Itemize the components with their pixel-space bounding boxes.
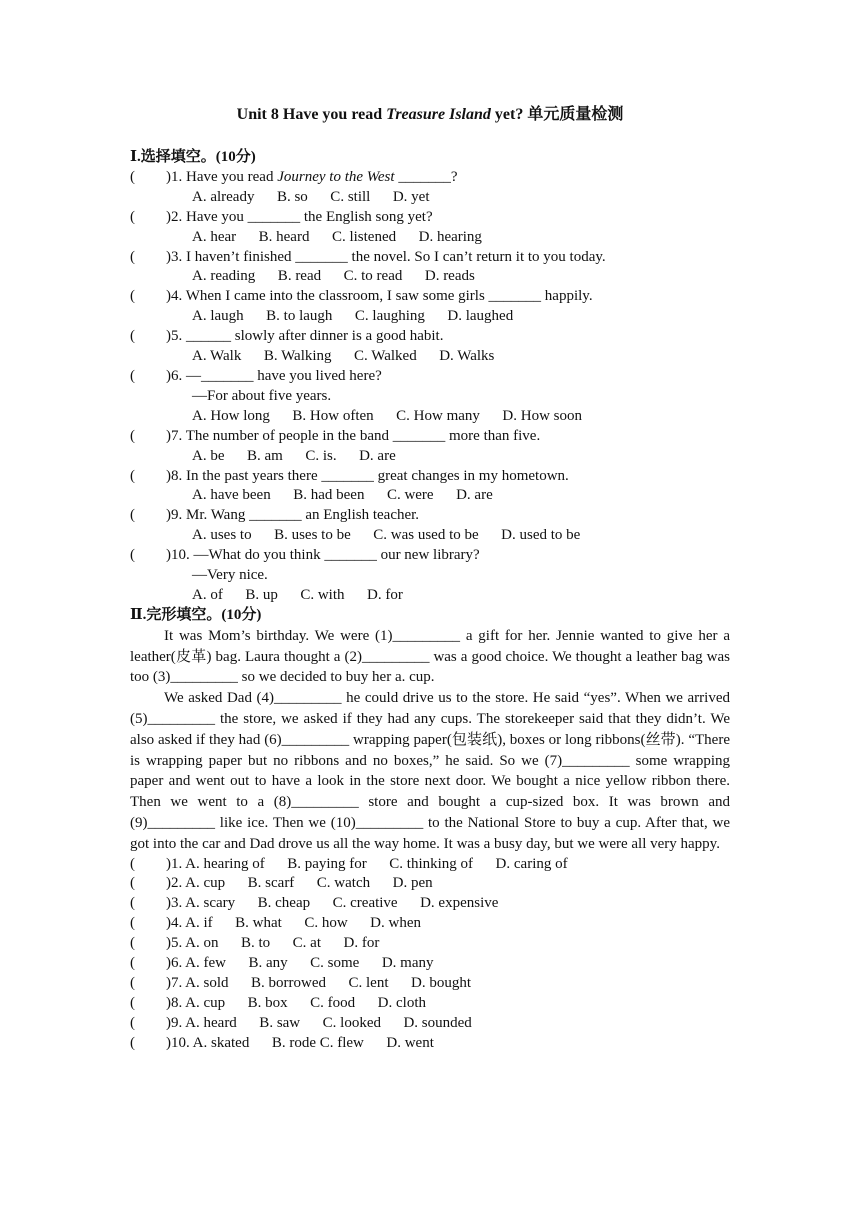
answer-bracket: (: [130, 1034, 135, 1051]
cloze-option-line: [130, 855, 730, 875]
question-line: [130, 287, 730, 307]
question-line: [130, 546, 730, 566]
answer-bracket: (: [130, 367, 135, 384]
question-text: )7. The number of people in the band _______ more than five.: [166, 427, 541, 444]
answer-bracket: (: [130, 168, 135, 185]
title-prefix: Unit 8 Have you read: [236, 106, 387, 123]
question-text: )6. —_______ have you lived here?: [166, 367, 382, 384]
section2-heading: Ⅱ.完形填空。(10分): [130, 606, 262, 623]
answer-bracket: (: [130, 935, 135, 952]
question-text: )9. Mr. Wang _______ an English teacher.: [166, 507, 420, 524]
answer-bracket: (: [130, 507, 135, 524]
cloze-options: )10. A. skated B. rode C. flew D. went: [166, 1034, 434, 1051]
section2-answers: [130, 855, 730, 1054]
question-options: A. be B. am C. is. D. are: [192, 447, 396, 464]
cloze-option-line: [130, 894, 730, 914]
question-options: A. How long B. How often C. How many D. How soon: [192, 407, 582, 424]
answer-bracket: (: [130, 875, 135, 892]
question-options: A. hear B. heard C. listened D. hearing: [192, 228, 482, 245]
title-book: Treasure Island: [386, 106, 491, 123]
question-line: [130, 427, 730, 447]
question-options: A. reading B. read C. to read D. reads: [192, 268, 475, 285]
answer-bracket: (: [130, 427, 135, 444]
cloze-options: )7. A. sold B. borrowed C. lent D. bought: [166, 974, 471, 991]
answer-bracket: (: [130, 547, 135, 564]
cloze-options: )1. A. hearing of B. paying for C. thinking of D. caring of: [166, 855, 568, 872]
question-line: [130, 208, 730, 228]
cloze-options: )9. A. heard B. saw C. looked D. sounded: [166, 1014, 472, 1031]
question-line: [130, 248, 730, 268]
question-options: A. have been B. had been C. were D. are: [192, 487, 493, 504]
question-reply: —Very nice.: [192, 567, 268, 584]
question-text: )4. When I came into the classroom, I saw some girls _______ happily.: [166, 288, 593, 305]
answer-bracket: (: [130, 248, 135, 265]
question-rest: _______?: [394, 168, 458, 185]
question-text: )3. I haven’t finished _______ the novel. So I can’t return it to you today.: [166, 248, 606, 265]
cloze-option-line: [130, 974, 730, 994]
question-reply: —For about five years.: [192, 387, 332, 404]
answer-bracket: (: [130, 288, 135, 305]
answer-bracket: (: [130, 208, 135, 225]
answer-bracket: (: [130, 974, 135, 991]
answer-bracket: (: [130, 955, 135, 972]
cloze-options: )4. A. if B. what C. how D. when: [166, 915, 421, 932]
answer-bracket: (: [130, 467, 135, 484]
cloze-option-line: [130, 994, 730, 1014]
section1-questions: [130, 168, 730, 606]
question-options: A. Walk B. Walking C. Walked D. Walks: [192, 348, 495, 365]
answer-bracket: (: [130, 994, 135, 1011]
question-options: A. laugh B. to laugh C. laughing D. laughed: [192, 308, 514, 325]
question-options: A. of B. up C. with D. for: [192, 586, 403, 603]
exam-content: [130, 148, 730, 1054]
question-text: )10. —What do you think _______ our new library?: [166, 547, 480, 564]
question-options: A. already B. so C. still D. yet: [192, 188, 430, 205]
answer-bracket: (: [130, 328, 135, 345]
cloze-option-line: [130, 874, 730, 894]
cloze-option-line: [130, 914, 730, 934]
question-italic: Journey to the West: [277, 168, 395, 185]
question-text: )2. Have you _______ the English song yet?: [166, 208, 433, 225]
title-suffix: yet? 单元质量检测: [490, 106, 624, 123]
answer-bracket: (: [130, 1014, 135, 1031]
cloze-option-line: [130, 934, 730, 954]
cloze-option-line: [130, 954, 730, 974]
question-text: )1. Have you read: [166, 168, 278, 185]
cloze-option-line: [130, 1014, 730, 1034]
section1-heading: Ⅰ.选择填空。(10分): [130, 149, 256, 165]
cloze-options: )3. A. scary B. cheap C. creative D. expensive: [166, 895, 499, 912]
cloze-options: )6. A. few B. any C. some D. many: [166, 955, 434, 972]
question-line: [130, 367, 730, 387]
question-text: )8. In the past years there _______ great changes in my hometown.: [166, 467, 569, 484]
answer-bracket: (: [130, 915, 135, 932]
question-line: [130, 506, 730, 526]
cloze-paragraph-1: It was Mom’s birthday. We were (1)_________ a gift for her. Jennie wanted to give her a leather(皮革) bag. Laura thought a (2)_________ was a good choice. We thought a leather bag was too (3)_________ so we decided to buy her a. cup.: [130, 627, 730, 686]
answer-bracket: (: [130, 855, 135, 872]
question-line: [130, 327, 730, 347]
cloze-option-line: [130, 1034, 730, 1054]
question-options: A. uses to B. uses to be C. was used to be D. used to be: [192, 527, 581, 544]
cloze-options: )2. A. cup B. scarf C. watch D. pen: [166, 875, 433, 892]
question-line: [130, 168, 730, 188]
answer-bracket: (: [130, 895, 135, 912]
question-text: )5. ______ slowly after dinner is a good habit.: [166, 328, 444, 345]
cloze-options: )8. A. cup B. box C. food D. cloth: [166, 994, 426, 1011]
page-title: [0, 104, 860, 126]
cloze-paragraph-2: We asked Dad (4)_________ he could drive us to the store. He said “yes”. When we arrived (5)_________ the store, we asked if they had any cups. The storekeeper said that they didn’t. We also asked if they had (6)_________ wrapping paper(包装纸), boxes or long ribbons(丝带). “There is wrapping paper but no ribbons and no boxes,” he said. So we (7)_________ some wrapping paper and went out to have a look in the store next door. We bought a nice yellow ribbon there. Then we went to a (8)_________ store and bought a cup-sized box. It was brown and (9)_________ like ice. Then we (10)_________ to the National Store to buy a cup. After that, we got into the car and Dad drove us all the way home. It was a busy day, but we were all very happy.: [130, 690, 730, 852]
cloze-options: )5. A. on B. to C. at D. for: [166, 935, 380, 952]
question-line: [130, 467, 730, 487]
